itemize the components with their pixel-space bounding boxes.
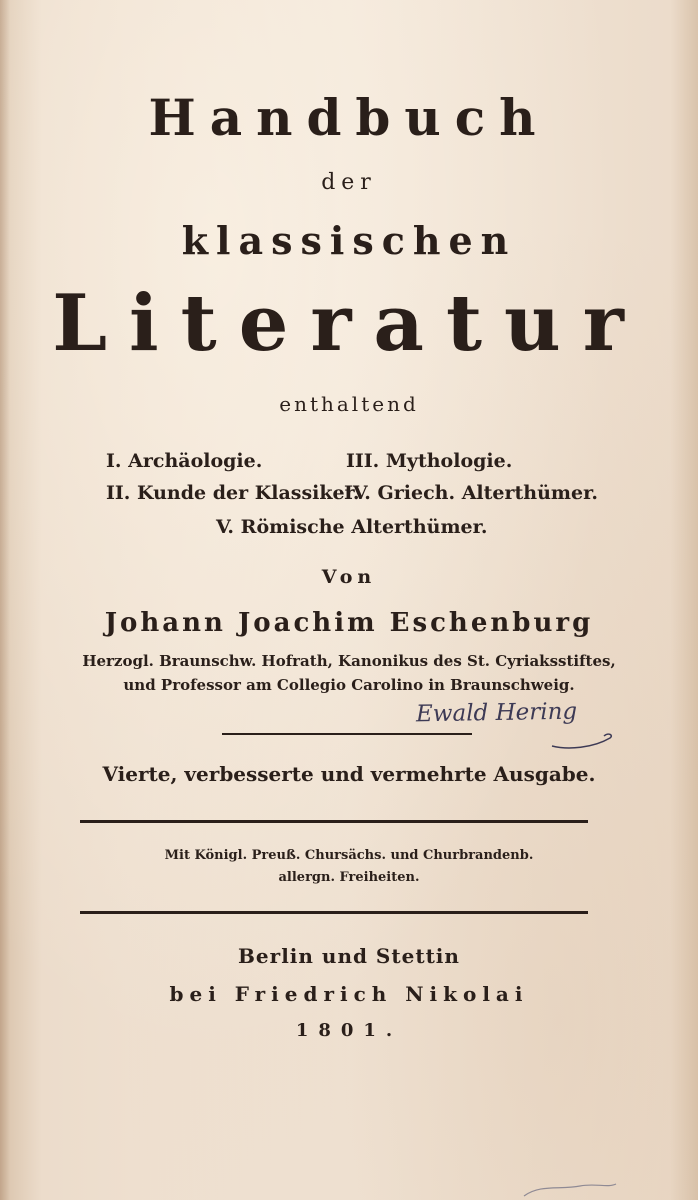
- corner-pencil-mark: [520, 1176, 620, 1200]
- divider-rule-lower: [80, 911, 588, 914]
- author-by: Von: [321, 566, 377, 588]
- publication-year: 1801.: [295, 1020, 403, 1041]
- contents-item-mythologie: III. Mythologie.: [346, 450, 513, 472]
- title-line-der: der: [321, 170, 377, 195]
- divider-rule-short: [222, 733, 472, 735]
- contents-item-kunde-der-klassiker: II. Kunde der Klassiker.: [106, 482, 360, 504]
- publisher-name: bei Friedrich Nikolai: [169, 982, 529, 1006]
- divider-rule-upper: [80, 820, 588, 823]
- publisher-place: Berlin und Stettin: [238, 944, 460, 968]
- handwritten-signature: Ewald Hering: [415, 698, 578, 728]
- title-line-klassischen: klassischen: [181, 218, 517, 263]
- author-name: Johann Joachim Eschenburg: [104, 608, 594, 638]
- contents-item-griech-alterthuemer: IV. Griech. Alterthümer.: [344, 482, 599, 504]
- title-line-handbuch: Handbuch: [148, 88, 550, 147]
- privileges-line1: Mit Königl. Preuß. Chursächs. und Churbrandenb.: [164, 848, 534, 863]
- signature-flourish: [548, 728, 618, 752]
- author-affiliation-line1: Herzogl. Braunschw. Hofrath, Kanonikus des St. Cyriaksstiftes,: [82, 652, 616, 670]
- contents-item-archaeologie: I. Archäologie.: [106, 450, 263, 472]
- contents-intro: enthaltend: [279, 392, 419, 416]
- contents-item-roemische-alterthuemer: V. Römische Alterthümer.: [216, 516, 488, 538]
- edition-statement: Vierte, verbesserte und vermehrte Ausgabe.: [102, 762, 596, 786]
- title-line-literatur: Literatur: [52, 278, 646, 369]
- author-affiliation-line2: und Professor am Collegio Carolino in Braunschweig.: [123, 676, 575, 694]
- privileges-line2: allergn. Freiheiten.: [278, 870, 420, 885]
